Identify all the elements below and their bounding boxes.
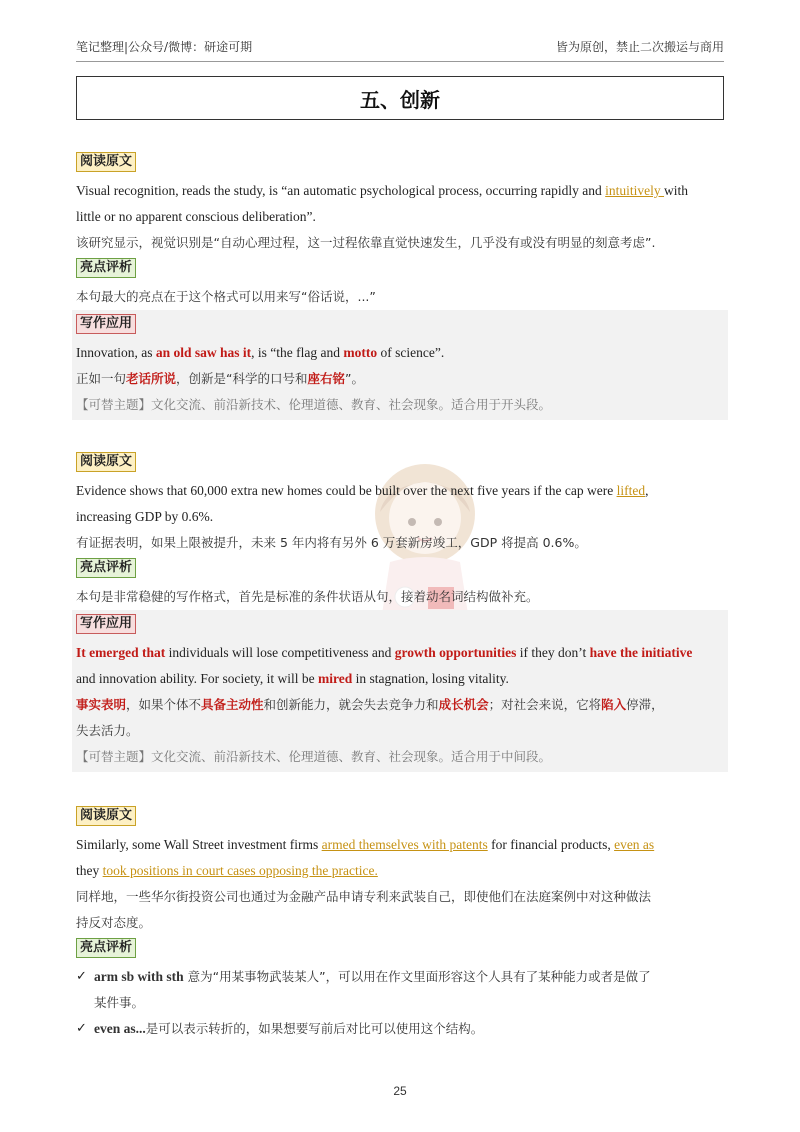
s2-writing-chinese-1 — [76, 692, 724, 718]
s1-alt-topics: 【可替主题】文化交流、前沿新技术、伦理道德、教育、社会现象。适合用于开头段。 — [76, 397, 552, 412]
s2-writing-english-2 — [76, 666, 724, 692]
wr-red-phrase: 座右铭 — [307, 371, 346, 386]
page-header — [76, 38, 724, 62]
s2-writing-box — [72, 610, 728, 772]
wr-text: ，如果个体不 — [126, 697, 202, 712]
bullet-keyword: arm sb with sth — [94, 969, 184, 984]
wr-red-phrase: an old saw has it — [155, 345, 252, 360]
section-3 — [76, 804, 724, 1042]
s2-writing-english-1 — [76, 640, 724, 666]
s2-chinese-translation: 有证据表明，如果上限被提升，未来 5 年内将有另外 6 万套新房竣工，GDP 将提高 0.6%。 — [76, 535, 587, 550]
s2-alt-topics: 【可替主题】文化交流、前沿新技术、伦理道德、教育、社会现象。适合用于中间段。 — [76, 749, 552, 764]
chapter-title: 五、创新 — [76, 76, 724, 120]
s2-highlight-text: 本句是非常稳健的写作格式，首先是标准的条件状语从句，接着动名词结构做补充。 — [76, 589, 539, 604]
section-1 — [76, 150, 724, 420]
s1-writing-chinese — [76, 366, 724, 392]
wr-red-phrase: 老话所说 — [126, 371, 177, 386]
s3-en-text: for financial products, — [487, 837, 615, 852]
wr-text: and innovation ability. For society, it will be — [76, 671, 318, 686]
s3-english-line-2 — [76, 858, 724, 884]
s3-en-highlight: even as — [614, 837, 655, 852]
s3-chinese-line-1: 同样地，一些华尔街投资公司也通过为金融产品申请专利来武装自己，即使他们在法庭案例中对这种做法 — [76, 889, 652, 904]
wr-text: if they don’t — [516, 645, 590, 660]
wr-red-phrase: It emerged that — [76, 645, 166, 660]
bullet-text: 意为“用某事物武装某人”，可以用在作文里面形容这个人具有了某种能力或者是做了 — [183, 969, 651, 984]
s3-bullet-1-text — [94, 964, 651, 990]
s2-en-text: Evidence shows that 60,000 extra new homes could be built over the next five years if the cap were — [76, 483, 617, 498]
wr-text: , is “the flag and — [251, 345, 344, 360]
bullet-keyword: even as... — [94, 1021, 146, 1036]
s3-chinese-line-2: 持反对态度。 — [76, 915, 152, 930]
wr-text: 和创新能力，就会失去竞争力和 — [263, 697, 439, 712]
s1-highlight-text: 本句最大的亮点在于这个格式可以用来写“俗话说，...” — [76, 289, 376, 304]
s3-bullet-1-cont: 某件事。 — [94, 995, 145, 1010]
highlight-tag: 亮点评析 — [76, 558, 136, 578]
s1-english-line-1 — [76, 178, 724, 204]
checkmark-icon: ✓ — [76, 969, 87, 984]
s3-en-highlight: armed themselves with patents — [321, 837, 488, 852]
wr-text: 停滞， — [626, 697, 664, 712]
writing-tag: 写作应用 — [76, 314, 136, 334]
s3-bullet-1 — [76, 964, 724, 1016]
wr-red-phrase: growth opportunities — [394, 645, 517, 660]
header-left: 笔记整理|公众号/微博：研途可期 — [76, 40, 253, 54]
wr-red-phrase: mired — [317, 671, 353, 686]
s3-bullet-2 — [76, 1016, 724, 1042]
s1-writing-box — [72, 310, 728, 420]
wr-red-phrase: 陷入 — [601, 697, 627, 712]
read-original-tag: 阅读原文 — [76, 806, 136, 826]
wr-text: of science”. — [377, 345, 445, 360]
s3-en-text: Similarly, some Wall Street investment firms — [76, 837, 322, 852]
s3-english-line-1 — [76, 832, 724, 858]
read-original-tag: 阅读原文 — [76, 152, 136, 172]
s1-writing-english — [76, 340, 724, 366]
bullet-text: 是可以表示转折的，如果想要写前后对比可以使用这个结构。 — [145, 1021, 484, 1036]
wr-red-phrase: 事实表明 — [76, 697, 127, 712]
highlight-tag: 亮点评析 — [76, 938, 136, 958]
page-number: 25 — [393, 1084, 407, 1098]
wr-text: in stagnation, losing vitality. — [352, 671, 509, 686]
s2-writing-chinese-2: 失去活力。 — [76, 723, 139, 738]
s1-english-line-2: little or no apparent conscious deliberation”. — [76, 209, 316, 224]
s1-chinese-translation: 该研究显示，视觉识别是“自动心理过程，这一过程依靠直觉快速发生，几乎没有或没有明显的刻意考虑”. — [76, 235, 656, 250]
s1-en-text: Visual recognition, reads the study, is “an automatic psychological process, occurring rapidly and — [76, 183, 606, 198]
wr-red-phrase: 具备主动性 — [201, 697, 264, 712]
checkmark-icon: ✓ — [76, 1021, 87, 1036]
s3-en-text: they — [76, 863, 103, 878]
s1-en-text-end: with — [664, 183, 689, 198]
highlight-tag: 亮点评析 — [76, 258, 136, 278]
writing-tag: 写作应用 — [76, 614, 136, 634]
s2-english-line-1 — [76, 478, 724, 504]
wr-red-phrase: 成长机会 — [438, 697, 489, 712]
read-original-tag: 阅读原文 — [76, 452, 136, 472]
wr-text: Innovation, as — [76, 345, 156, 360]
s1-en-highlight: intuitively — [605, 183, 665, 198]
s2-english-line-2: increasing GDP by 0.6%. — [76, 509, 214, 524]
wr-text: individuals will lose competitiveness and — [165, 645, 395, 660]
wr-text: 正如一句 — [76, 371, 127, 386]
s3-en-highlight: took positions in court cases opposing the practice. — [102, 863, 378, 878]
s3-bullet-2-text — [94, 1016, 483, 1042]
header-right: 皆为原创，禁止二次搬运与商用 — [555, 40, 724, 54]
wr-text: ”。 — [345, 371, 365, 386]
wr-text: ，创新是“科学的口号和 — [176, 371, 308, 386]
s2-en-text-end: , — [645, 483, 649, 498]
wr-text: ；对社会来说，它将 — [488, 697, 602, 712]
section-2 — [76, 450, 724, 772]
wr-red-phrase: motto — [343, 345, 378, 360]
wr-red-phrase: have the initiative — [589, 645, 693, 660]
s2-en-highlight: lifted — [616, 483, 646, 498]
